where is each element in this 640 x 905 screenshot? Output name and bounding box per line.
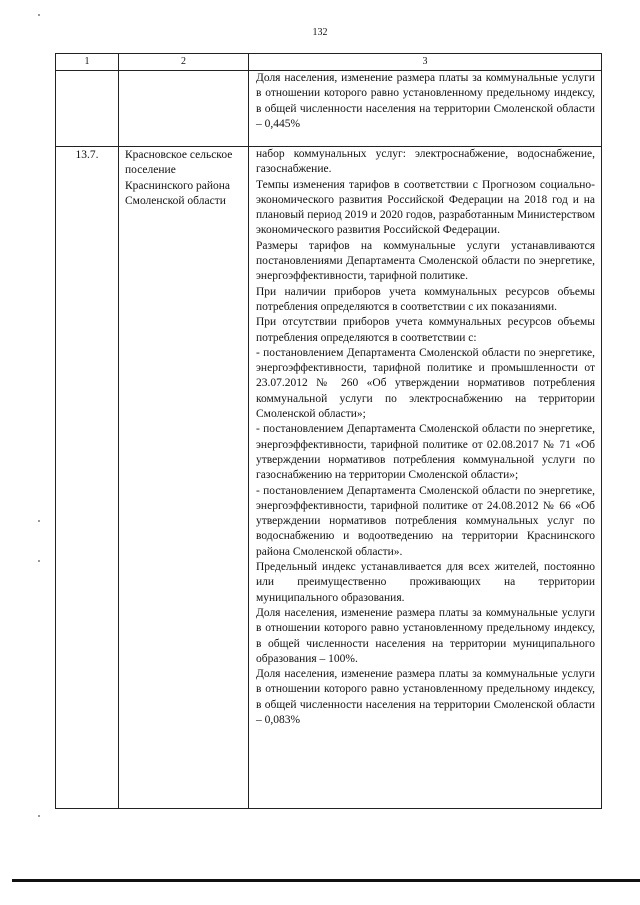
- scan-mark: [38, 560, 40, 562]
- table-row-continuation: [56, 71, 602, 147]
- paragraph: Доля населения, изменение размера платы за коммунальные услуги в отношении которого равно установленному предельному индексу, в общей численности населения на территории Смоленской области – 0,083%: [256, 668, 595, 726]
- municipality-cell: [119, 71, 249, 147]
- scan-mark: [38, 815, 40, 817]
- tariff-table: [55, 53, 602, 809]
- description-cell: [249, 71, 602, 147]
- description-cell: [249, 147, 602, 809]
- scan-mark: [38, 14, 40, 16]
- paragraph: При наличии приборов учета коммунальных ресурсов объемы потребления определяются в соответствии с их показаниями.: [256, 285, 595, 313]
- column-header: 3: [249, 54, 602, 71]
- paragraph: Доля населения, изменение размера платы за коммунальные услуги в отношении которого равно установленному предельному индексу, в общей численности населения на территории муниципального образования – 100%.: [256, 606, 595, 665]
- row-number-cell: 13.7.: [56, 147, 119, 809]
- scan-mark: [38, 520, 40, 522]
- paragraph: - постановлением Департамента Смоленской области по энергетике, энергоэффективности, тарифной политике от 02.08.2017 № 71 «Об утверждении нормативов потребления коммунальной услуги по газоснабжению на территории Смоленской области»;: [256, 423, 595, 482]
- paragraph: При отсутствии приборов учета коммунальных ресурсов объемы потребления определяются в соответствии с:: [256, 316, 595, 344]
- paragraph: Доля населения, изменение размера платы за коммунальные услуги в отношении которого равно установленному предельному индексу, в общей численности населения на территории Смоленской области – 0,445%: [256, 72, 595, 130]
- municipality-cell: Красновское сельское поселение Краснинского района Смоленской области: [119, 147, 249, 809]
- page-number: 132: [312, 27, 328, 38]
- bottom-rule: [12, 879, 640, 882]
- paragraph: Темпы изменения тарифов в соответствии с Прогнозом социально-экономического развития Российской Федерации на 2018 год и на плановый период 2019 и 2020 годов, разработанным Министерством экономического развития Российской Федерации.: [256, 178, 595, 237]
- paragraph: - постановлением Департамента Смоленской области по энергетике, энергоэффективности, тарифной политике и промышленности от 23.07.2012 № 260 «Об утверждении нормативов потребления коммунальной услуги по электроснабжению на территории Смоленской области»;: [256, 346, 595, 421]
- paragraph: Предельный индекс устанавливается для всех жителей, постоянно или преимущественно проживающих на территории муниципального образования.: [256, 561, 595, 604]
- table-row: [56, 147, 602, 809]
- paragraph: Размеры тарифов на коммунальные услуги устанавливаются постановлениями Департамента Смоленской области по энергетике, энергоэффективности, тарифной политике.: [256, 239, 595, 283]
- row-number-cell: [56, 71, 119, 147]
- paragraph: набор коммунальных услуг: электроснабжение, водоснабжение, газоснабжение.: [256, 148, 595, 176]
- column-header: 1: [56, 54, 119, 71]
- column-header: 2: [119, 54, 249, 71]
- table-header-row: [56, 54, 602, 71]
- paragraph: - постановлением Департамента Смоленской области по энергетике, энергоэффективности, тарифной политике от 24.08.2012 № 66 «Об утверждении нормативов потребления коммунальных услуг по водоснабжению и водоотведению на территории Краснинского района Смоленской области».: [256, 484, 595, 558]
